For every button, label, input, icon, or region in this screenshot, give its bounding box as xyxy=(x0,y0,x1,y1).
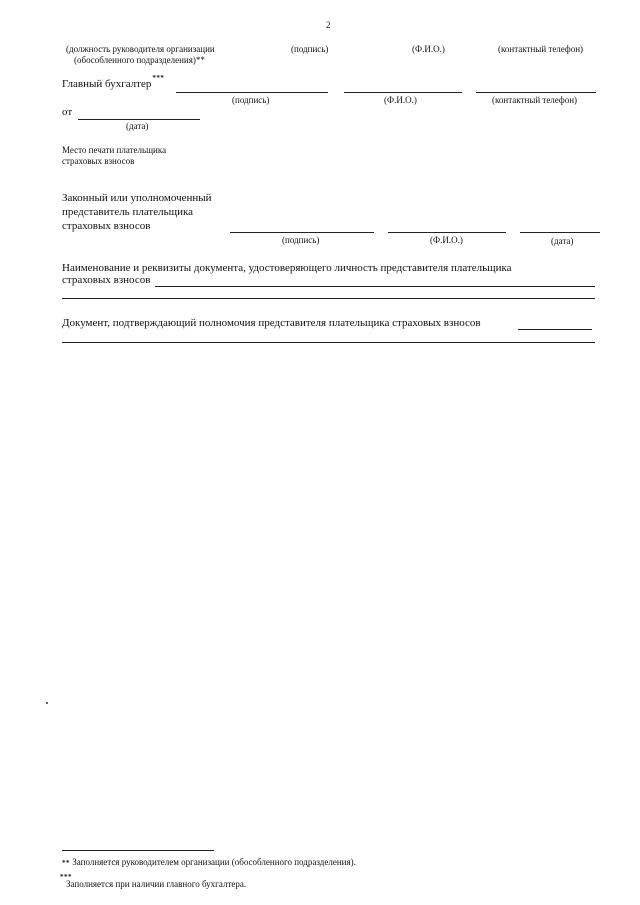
manager-position-label-2: (обособленного подразделения)** xyxy=(74,55,205,65)
representative-date-label: (дата) xyxy=(551,236,574,246)
page-number: 2 xyxy=(326,20,331,30)
representative-line-3: страховых взносов xyxy=(62,220,151,232)
representative-name-label: (Ф.И.О.) xyxy=(430,235,463,245)
chief-accountant-signature-label: (подпись) xyxy=(232,95,270,105)
representative-signature-line[interactable] xyxy=(230,232,374,233)
representative-date-line[interactable] xyxy=(520,232,600,233)
manager-position-label-1: (должность руководителя организации xyxy=(66,44,215,54)
chief-accountant-marker: *** xyxy=(152,74,165,82)
identity-doc-line-2: страховых взносов xyxy=(62,274,151,286)
footnote-2-marker: *** xyxy=(60,873,72,881)
manager-name-label: (Ф.И.О.) xyxy=(412,44,445,54)
chief-accountant-phone-line[interactable] xyxy=(476,92,596,93)
representative-name-line[interactable] xyxy=(388,232,506,233)
date-label: (дата) xyxy=(126,121,149,131)
stamp-place-line-1: Место печати плательщика xyxy=(62,145,167,155)
identity-doc-fill-line-1[interactable] xyxy=(155,286,595,287)
footnote-1-marker: ** xyxy=(62,859,70,867)
representative-line-2: представитель плательщика xyxy=(62,206,194,218)
identity-doc-line-1: Наименование и реквизиты документа, удостоверяющего личность представителя плательщика xyxy=(62,262,512,274)
manager-phone-label: (контактный телефон) xyxy=(498,44,584,54)
chief-accountant-phone-label: (контактный телефон) xyxy=(492,95,578,105)
scan-speck xyxy=(46,702,48,704)
chief-accountant-signature-line[interactable] xyxy=(176,92,328,93)
footnote-2 xyxy=(66,879,246,889)
authority-doc-fill-line-1[interactable] xyxy=(518,329,592,330)
authority-doc-line-1: Документ, подтверждающий полномочия представителя плательщика страховых взносов xyxy=(62,317,481,329)
footnote-1-text: Заполняется руководителем организации (обособленного подразделения). xyxy=(72,857,356,867)
chief-accountant-name-label: (Ф.И.О.) xyxy=(384,95,417,105)
date-line[interactable] xyxy=(78,119,200,120)
chief-accountant-title-text: Главный бухгалтер xyxy=(62,78,152,90)
representative-line-1: Законный или уполномоченный xyxy=(62,192,212,204)
footnote-separator xyxy=(62,850,214,851)
chief-accountant-name-line[interactable] xyxy=(344,92,462,93)
stamp-place-line-2: страховых взносов xyxy=(62,156,135,166)
manager-signature-label: (подпись) xyxy=(291,44,329,54)
authority-doc-fill-line-2[interactable] xyxy=(62,342,595,343)
footnote-1 xyxy=(62,857,356,867)
identity-doc-fill-line-2[interactable] xyxy=(62,298,595,299)
representative-signature-label: (подпись) xyxy=(282,235,320,245)
chief-accountant-title xyxy=(62,74,165,90)
footnote-2-text: Заполняется при наличии главного бухгалтера. xyxy=(66,879,247,889)
date-from-label: от xyxy=(62,106,73,118)
